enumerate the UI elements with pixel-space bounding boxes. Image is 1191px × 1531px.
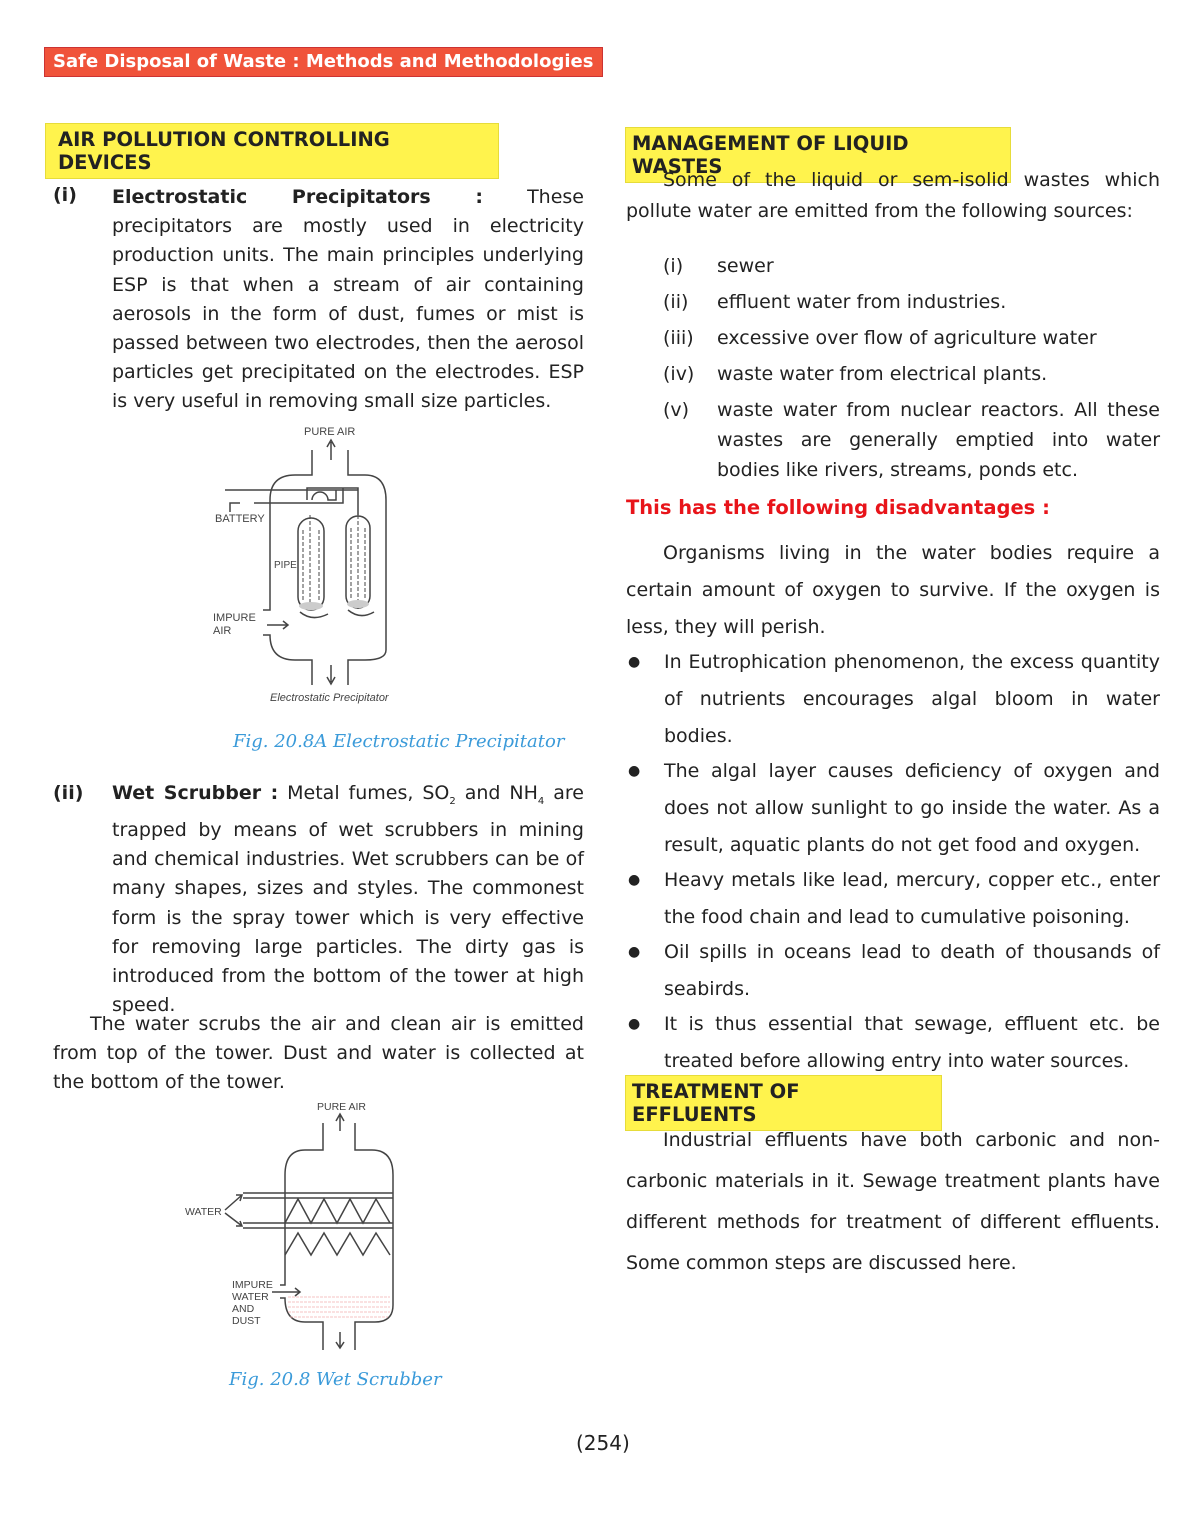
label-pipe: PIPE: [274, 560, 297, 571]
label-and: AND: [232, 1303, 255, 1315]
list-item: [663, 323, 1160, 353]
label-air: AIR: [213, 625, 232, 637]
label-water: WATER: [185, 1206, 222, 1218]
section-title-liquid-wastes: MANAGEMENT OF LIQUID WASTES: [625, 127, 1011, 183]
bullet-text: Heavy metals like lead, mercury, copper etc., enter the food chain and lead to cumulative poisoning.: [664, 869, 1160, 928]
bullet-text: Oil spills in oceans lead to death of thousands of seabirds.: [664, 941, 1160, 1000]
bullet-item: [628, 862, 1160, 936]
bullet-icon: ●: [628, 872, 641, 888]
list-text: sewer: [717, 255, 774, 277]
section-title-air-pollution: AIR POLLUTION CONTROLLING DEVICES: [45, 123, 499, 179]
bullet-icon: ●: [628, 654, 641, 670]
label-impure: IMPURE: [232, 1279, 273, 1291]
bullet-text: The algal layer causes deficiency of oxygen and does not allow sunlight to go inside the water. As a result, aquatic plants do not get food and oxygen.: [664, 760, 1160, 856]
scrub-paragraph: The water scrubs the air and clean air is emitted from top of the tower. Dust and water is collected at the bottom of the tower.: [53, 1013, 584, 1094]
label-water: WATER: [232, 1291, 269, 1303]
list-number: (ii): [663, 291, 689, 313]
subscript: 4: [537, 795, 545, 807]
bullet-text: In Eutrophication phenomenon, the excess quantity of nutrients encourages algal bloom in water bodies.: [664, 651, 1160, 747]
label-dust: DUST: [232, 1315, 261, 1327]
bullet-icon: ●: [628, 944, 641, 960]
treatment-paragraph: Industrial effluents have both carbonic and non-carbonic materials in it. Sewage treatment plants have different methods for treatment of different effluents. Some common steps are discussed here.: [626, 1129, 1160, 1274]
list-item: [663, 359, 1160, 389]
list-text: waste water from electrical plants.: [717, 363, 1048, 385]
electrostatic-precipitator-diagram: [200, 420, 420, 710]
list-text: excessive over flow of agriculture water: [717, 327, 1097, 349]
label-pure-air: PURE AIR: [317, 1101, 367, 1113]
list-number: (iii): [663, 327, 694, 349]
sources-list: [663, 251, 1160, 485]
list-number: (iv): [663, 363, 695, 385]
figure-caption-wet-scrubber: Fig. 20.8 Wet Scrubber: [229, 1369, 442, 1390]
section-title-treatment: TREATMENT OF EFFLUENTS: [625, 1075, 942, 1131]
chapter-header: Safe Disposal of Waste : Methods and Methodologies: [44, 47, 603, 77]
list-number: (v): [663, 399, 690, 421]
figure-caption-esp: Fig. 20.8A Electrostatic Precipitator: [233, 731, 565, 752]
label-pure-air: PURE AIR: [304, 426, 356, 438]
liquid-wastes-intro: Some of the liquid or sem-isolid wastes which pollute water are emitted from the following sources:: [626, 169, 1160, 222]
list-text: waste water from nuclear reactors. All these wastes are generally emptied into water bodies like rivers, streams, ponds etc.: [717, 399, 1160, 481]
text: and NH: [455, 782, 538, 804]
bullet-item: [628, 1006, 1160, 1080]
text: These precipitators are mostly used in electricity production units. The main principles underlying ESP is that when a stream of air containing aerosols in the form of dust, fumes or mist is passed between two electrodes, then the aerosol particles get precipitated on the electrodes. ESP is very useful in removing small size particles.: [112, 186, 584, 413]
item-number: (ii): [53, 782, 84, 804]
bullet-item: [628, 753, 1160, 864]
esp-paragraph: [112, 183, 584, 417]
list-item: [663, 287, 1160, 317]
term: Electrostatic Precipitators :: [112, 186, 483, 208]
list-item: [663, 395, 1160, 485]
list-text: effluent water from industries.: [717, 291, 1007, 313]
bullet-item: [628, 644, 1160, 755]
list-number: (i): [663, 255, 684, 277]
list-item: [663, 251, 1160, 281]
bullet-icon: ●: [628, 763, 641, 779]
term: Wet Scrubber :: [112, 782, 279, 804]
inner-caption: Electrostatic Precipitator: [270, 692, 389, 704]
disadvantages-heading: This has the following disadvantages :: [626, 496, 1050, 519]
text: Metal fumes, SO: [278, 782, 450, 804]
bullet-icon: ●: [628, 1016, 641, 1032]
text: are trapped by means of wet scrubbers in mining and chemical industries. Wet scrubbers can be of many shapes, sizes and styles. The commonest form is the spray tower which is very effective for removing large particles. The dirty gas is introduced from the bottom of the tower at high speed.: [112, 782, 584, 1017]
label-impure: IMPURE: [213, 612, 256, 624]
label-battery: BATTERY: [215, 513, 265, 525]
bullet-item: [628, 934, 1160, 1008]
wet-scrubber-diagram: [180, 1095, 410, 1355]
subscript: 2: [449, 795, 456, 807]
disadvantages-list: [628, 644, 1160, 1080]
disadvantages-intro: Organisms living in the water bodies require a certain amount of oxygen to survive. If the oxygen is less, they will perish.: [626, 542, 1160, 638]
page-number: (254): [576, 1431, 630, 1455]
item-number: (i): [53, 184, 77, 206]
wet-scrubber-paragraph: [112, 779, 584, 1020]
bullet-text: It is thus essential that sewage, effluent etc. be treated before allowing entry into water sources.: [664, 1013, 1160, 1072]
